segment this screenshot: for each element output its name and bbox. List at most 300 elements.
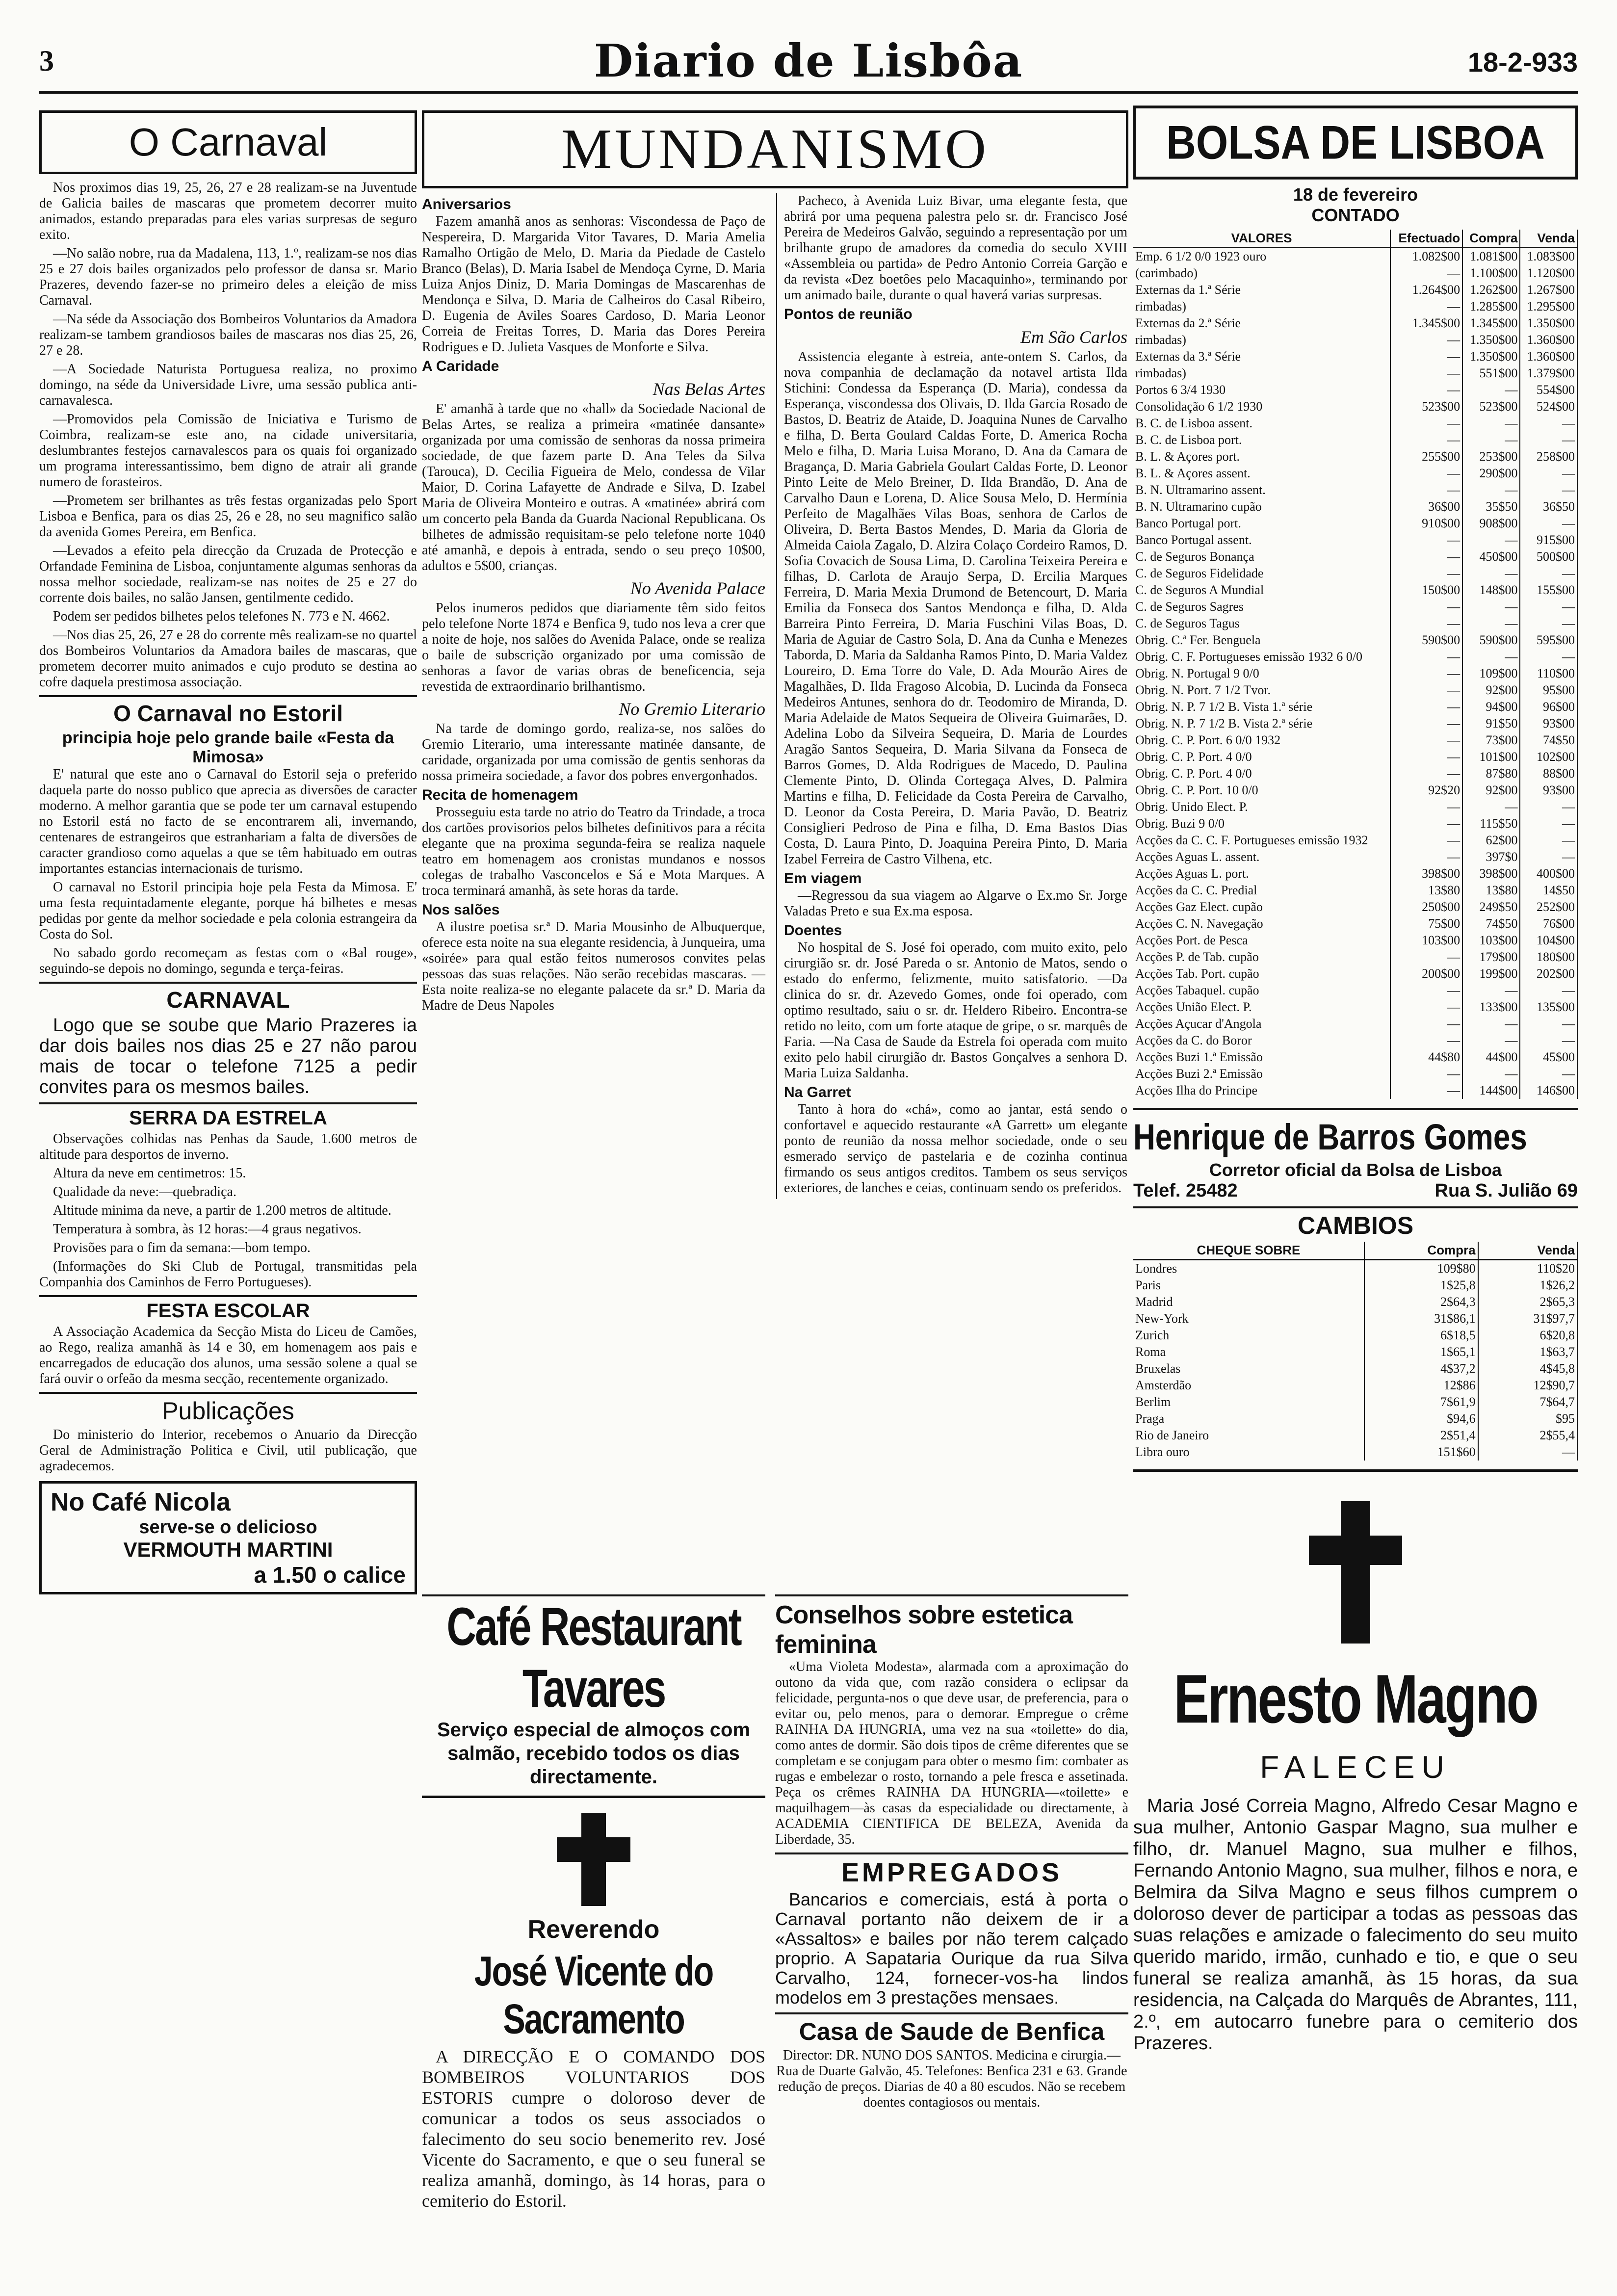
bolsa-row bbox=[1133, 832, 1577, 849]
bolsa-row bbox=[1133, 432, 1577, 448]
bolsa-cell: — bbox=[1520, 649, 1577, 665]
bolsa-cell: — bbox=[1390, 532, 1462, 548]
bolsa-cell: — bbox=[1462, 482, 1520, 498]
bolsa-cell: — bbox=[1390, 999, 1462, 1016]
bolsa-cell: 1.350$00 bbox=[1520, 315, 1577, 332]
bolsa-row bbox=[1133, 1066, 1577, 1082]
bolsa-cell: 96$00 bbox=[1520, 699, 1577, 715]
conselhos-block bbox=[775, 1594, 1128, 2113]
bolsa-title: BOLSA DE LISBOA bbox=[1133, 105, 1578, 180]
bolsa-cell: 76$00 bbox=[1520, 915, 1577, 932]
bolsa-cell: 253$00 bbox=[1462, 448, 1520, 465]
bolsa-cell: — bbox=[1390, 699, 1462, 715]
bolsa-cell: Obrig. C. P. Port. 4 0/0 bbox=[1133, 765, 1390, 782]
issue-date: 18-2-933 bbox=[1467, 47, 1578, 78]
bolsa-cell: 14$50 bbox=[1520, 882, 1577, 899]
bolsa-cell: C. de Seguros Tagus bbox=[1133, 615, 1390, 632]
bolsa-cell: Acções da C. C. F. Portugueses emissão 1932 bbox=[1133, 832, 1390, 849]
caridade-label: A Caridade bbox=[422, 358, 499, 374]
bolsa-cell: — bbox=[1390, 565, 1462, 582]
bolsa-cell: — bbox=[1390, 365, 1462, 382]
bolsa-cell: 93$00 bbox=[1520, 715, 1577, 732]
col-header: Compra bbox=[1462, 230, 1520, 248]
estoril-title: O Carnaval no Estoril bbox=[39, 695, 417, 727]
bolsa-cell: — bbox=[1390, 799, 1462, 815]
col-header: Efectuado bbox=[1390, 230, 1462, 248]
bolsa-cell: Acções Buzi 1.ª Emissão bbox=[1133, 1049, 1390, 1066]
bolsa-cell: Acções da C. do Boror bbox=[1133, 1032, 1390, 1049]
bolsa-cell: 1.083$00 bbox=[1520, 248, 1577, 265]
cambios-cell: 2$55,4 bbox=[1478, 1427, 1577, 1444]
column-mundanismo bbox=[422, 110, 1128, 1587]
bolsa-cell: Obrig. N. P. 7 1/2 B. Vista 2.ª série bbox=[1133, 715, 1390, 732]
bolsa-cell: — bbox=[1390, 732, 1462, 749]
doentes-text: No hospital de S. José foi operado, com muito exito, pelo cirurgião sr. dr. José Pareda o sr. Antonio de Matos, sendo o estado do enfermo, felizmente, muito satisfatorio. —Da clinica do sr. dr. Azevedo Gomes, onde foi operado, com optimo resultado, saiu o sr. dr. Heldero Ribeiro. Encontra-se retido no leito, com um forte ataque de gripe, o sr. marquês de Faria. —Na Casa de Saude da Estrela foi operada com muito exito pelo habil cirurgião dr. Bastos Gonçalves a senhora D. Maria Luiza Saldanha. bbox=[784, 940, 1127, 1081]
bolsa-cell: 155$00 bbox=[1520, 582, 1577, 599]
magno-faleceu: FALECEU bbox=[1260, 1749, 1451, 1785]
bolsa-cell: — bbox=[1390, 415, 1462, 432]
bolsa-cell: 88$00 bbox=[1520, 765, 1577, 782]
bolsa-row bbox=[1133, 982, 1577, 999]
serra-line: Temperatura à sombra, às 12 horas:—4 graus negativos. bbox=[53, 1222, 362, 1237]
belas-text: E' amanhã à tarde que no «hall» da Sociedade Nacional de Belas Artes, se realiza a primeira «matinée dansante» organizada por uma comissão de senhoras da nossa primeira sociedade, de que fazem parte D. Ana Teles da Silva (Tarouca), D. Cecilia Figueira de Melo, condessa de Vilar Maior, D. Corina Lafayette de Andrade e Silva, D. Izabel Maria de Oliveira Monteiro e outras. A «matinée» abrirá com um concerto pela Banda da Guarda Nacional Republicana. Os bilhetes de admissão requisitam-se pelo telefone norte 1040 até amanhã, e depois à entrada, sendo o seu preço 10$00, adultos e 5$00, crianças. bbox=[422, 401, 765, 574]
bolsa-row bbox=[1133, 532, 1577, 548]
conselhos-title: Conselhos sobre estetica feminina bbox=[775, 1601, 1072, 1659]
cambios-table bbox=[1133, 1242, 1578, 1461]
bolsa-cell: B. N. Ultramarino assent. bbox=[1133, 482, 1390, 498]
bolsa-cell: 1.120$00 bbox=[1520, 265, 1577, 282]
bolsa-cell: — bbox=[1390, 765, 1462, 782]
festa-title: FESTA ESCOLAR bbox=[39, 1295, 417, 1322]
bolsa-cell: 13$80 bbox=[1390, 882, 1462, 899]
bolsa-cell: 92$00 bbox=[1462, 682, 1520, 699]
cambios-cell: Bruxelas bbox=[1133, 1360, 1364, 1377]
bolsa-row bbox=[1133, 465, 1577, 482]
cambios-cell: 12$90,7 bbox=[1478, 1377, 1577, 1394]
bolsa-row bbox=[1133, 1049, 1577, 1066]
cambios-cell: 1$25,8 bbox=[1364, 1277, 1478, 1294]
estoril-subtitle: principia hoje pelo grande baile «Festa da Mimosa» bbox=[62, 729, 394, 766]
bolsa-cell: 148$00 bbox=[1462, 582, 1520, 599]
cambios-row bbox=[1133, 1377, 1577, 1394]
bolsa-cell: Obrig. N. P. 7 1/2 B. Vista 1.ª série bbox=[1133, 699, 1390, 715]
mundanismo-col-a bbox=[422, 193, 765, 1199]
bolsa-cell: 551$00 bbox=[1462, 365, 1520, 382]
bolsa-cell: 101$00 bbox=[1462, 749, 1520, 765]
magno-ad bbox=[1133, 1469, 1578, 2054]
viagem-text: —Regressou da sua viagem ao Algarve o Ex.mo Sr. Jorge Valadas Preto e sua Ex.ma esposa. bbox=[784, 888, 1127, 919]
serra-title: SERRA DA ESTRELA bbox=[39, 1102, 417, 1129]
bolsa-cell: — bbox=[1390, 265, 1462, 282]
bolsa-cell: 144$00 bbox=[1462, 1082, 1520, 1099]
cambios-cell: Paris bbox=[1133, 1277, 1364, 1294]
bolsa-cell: Obrig. C. P. Port. 10 0/0 bbox=[1133, 782, 1390, 799]
cambios-cell: 31$86,1 bbox=[1364, 1310, 1478, 1327]
bolsa-cell: 110$00 bbox=[1520, 665, 1577, 682]
bolsa-cell: 202$00 bbox=[1520, 965, 1577, 982]
bolsa-cell: C. de Seguros Fidelidade bbox=[1133, 565, 1390, 582]
bolsa-cell: — bbox=[1462, 1066, 1520, 1082]
bolsa-cell: Acções União Elect. P. bbox=[1133, 999, 1390, 1016]
mundanismo-col-b bbox=[776, 193, 1127, 1199]
cambios-row bbox=[1133, 1310, 1577, 1327]
bolsa-cell: 1.264$00 bbox=[1390, 282, 1462, 298]
masthead bbox=[39, 34, 1578, 98]
hbg-addr: Rua S. Julião 69 bbox=[1434, 1180, 1578, 1201]
bolsa-cell: 62$00 bbox=[1462, 832, 1520, 849]
hbg-sub: Corretor oficial da Bolsa de Lisboa bbox=[1209, 1160, 1502, 1180]
bolsa-row bbox=[1133, 815, 1577, 832]
belas-sub: Nas Belas Artes bbox=[652, 379, 765, 399]
cambios-cell: 7$61,9 bbox=[1364, 1394, 1478, 1410]
bolsa-cell: — bbox=[1390, 465, 1462, 482]
bolsa-cell: 1.350$00 bbox=[1462, 348, 1520, 365]
bolsa-cell: Obrig. C. F. Portugueses emissão 1932 6 0/0 bbox=[1133, 649, 1390, 665]
bolsa-cell: Emp. 6 1/2 0/0 1923 ouro bbox=[1133, 248, 1390, 265]
benfica-title: Casa de Saude de Benfica bbox=[775, 2012, 1128, 2046]
bolsa-cell: B. L. & Açores port. bbox=[1133, 448, 1390, 465]
bolsa-cell: — bbox=[1390, 665, 1462, 682]
bolsa-cell: 398$00 bbox=[1462, 865, 1520, 882]
bolsa-cell: 400$00 bbox=[1520, 865, 1577, 882]
cambios-row bbox=[1133, 1360, 1577, 1377]
bolsa-row bbox=[1133, 749, 1577, 765]
cambios-cell: Zurich bbox=[1133, 1327, 1364, 1344]
carnaval-paras bbox=[39, 180, 417, 690]
bolsa-cell: 92$00 bbox=[1462, 782, 1520, 799]
bolsa-row bbox=[1133, 732, 1577, 749]
bolsa-row bbox=[1133, 649, 1577, 665]
bolsa-cell: rimbadas) bbox=[1133, 332, 1390, 348]
bolsa-cell: — bbox=[1390, 832, 1462, 849]
bolsa-cell: 74$50 bbox=[1520, 732, 1577, 749]
bolsa-cell: 915$00 bbox=[1520, 532, 1577, 548]
bolsa-row bbox=[1133, 1082, 1577, 1099]
bolsa-cell: 104$00 bbox=[1520, 932, 1577, 949]
bolsa-row bbox=[1133, 715, 1577, 732]
bolsa-cell: — bbox=[1462, 799, 1520, 815]
cambios-cell: 1$65,1 bbox=[1364, 1344, 1478, 1360]
bolsa-cell: — bbox=[1390, 949, 1462, 965]
aniv-text: Fazem amanhã anos as senhoras: Viscondessa de Paço de Nespereira, D. Margarida Vitor Tavares, D. Maria Amelia Ramalho Ortigão de Melo, D. Maria da Piedade de Castelo Branco (Belas), D. Maria Isabel de Mendoça Cyrne, D. Maria Luiza Anjos Diniz, D. Maria Domingas de Mascarenhas de Mendonça e Silva, D. Maria de Calheiros do Casal Ribeiro, D. Eugenia de Aviles Soares Cardoso, D. Maria Leonor Correia de Freitas Torres, D. Maria das Dores Pereira Rodrigues e D. Julieta Vasques de Monforte e Silva. bbox=[422, 214, 765, 355]
tavares-ad bbox=[422, 1594, 765, 1789]
nicola-line: VERMOUTH MARTINI bbox=[123, 1538, 333, 1561]
nicola-line: serve-se o delicioso bbox=[139, 1517, 317, 1538]
hbg-ad bbox=[1133, 1108, 1578, 1201]
cambios-cell: 110$20 bbox=[1478, 1260, 1577, 1278]
bolsa-cell: — bbox=[1520, 465, 1577, 482]
bolsa-row bbox=[1133, 615, 1577, 632]
bolsa-cell: 590$00 bbox=[1390, 632, 1462, 649]
bolsa-row bbox=[1133, 699, 1577, 715]
bolsa-row bbox=[1133, 965, 1577, 982]
serra-line: Observações colhidas nas Penhas da Saude, 1.600 metros de altitude para desportos de inverno. bbox=[39, 1131, 417, 1162]
bolsa-cell: — bbox=[1520, 849, 1577, 865]
bolsa-row bbox=[1133, 582, 1577, 599]
hbg-title: Henrique de Barros Gomes bbox=[1133, 1117, 1527, 1158]
carnaval-para: —No salão nobre, rua da Madalena, 113, 1.º, realizam-se nos dias 25 e 27 dois bailes organizados pelo professor de dansa sr. Mario Prazeres, devendo fazer-se no primeiro deles a eleição de miss Carnaval. bbox=[39, 246, 417, 308]
bolsa-cell: 199$00 bbox=[1462, 965, 1520, 982]
bolsa-cell: C. de Seguros Sagres bbox=[1133, 599, 1390, 615]
bolsa-cell: — bbox=[1390, 1066, 1462, 1082]
bolsa-cell: 1.262$00 bbox=[1462, 282, 1520, 298]
tavares-title: Café Restaurant Tavares bbox=[446, 1596, 741, 1719]
reverendo-ad bbox=[422, 1796, 765, 2211]
bolsa-cell: — bbox=[1462, 432, 1520, 448]
bolsa-cell: 397$0 bbox=[1462, 849, 1520, 865]
benfica-text: Director: DR. NUNO DOS SANTOS. Medicina e cirurgia.—Rua de Duarte Galvão, 45. Telefones: Benfica 231 e 63. Grande redução de preços. Diarias de 40 a 80 escudos. Não se recebem doentes contagiosos ou mentais. bbox=[776, 2048, 1127, 2110]
bolsa-cell: Acções Tab. Port. cupão bbox=[1133, 965, 1390, 982]
cambios-row bbox=[1133, 1344, 1577, 1360]
bolsa-cell: C. de Seguros Bonança bbox=[1133, 548, 1390, 565]
cambios-row bbox=[1133, 1277, 1577, 1294]
nicola-ad bbox=[39, 1481, 417, 1594]
bolsa-cell: — bbox=[1390, 599, 1462, 615]
bolsa-cell: 255$00 bbox=[1390, 448, 1462, 465]
bolsa-cell: C. de Seguros A Mundial bbox=[1133, 582, 1390, 599]
carnaval-para: Nos proximos dias 19, 25, 26, 27 e 28 realizam-se na Juventude de Galicia bailes de mascaras que prometem decorrer muito animados, estando preparadas para eles varias surpresas de seguro exito. bbox=[39, 180, 417, 242]
nicola-title: No Café Nicola bbox=[51, 1488, 231, 1516]
bolsa-cell: — bbox=[1390, 482, 1462, 498]
bolsa-cell: rimbadas) bbox=[1133, 298, 1390, 315]
palace-sub: No Avenida Palace bbox=[630, 578, 765, 598]
cambios-cell: Londres bbox=[1133, 1260, 1364, 1278]
bolsa-cell: — bbox=[1390, 849, 1462, 865]
bolsa-cell: 135$00 bbox=[1520, 999, 1577, 1016]
cambios-cell: 151$60 bbox=[1364, 1444, 1478, 1461]
bolsa-cell: 258$00 bbox=[1520, 448, 1577, 465]
bolsa-cell: 45$00 bbox=[1520, 1049, 1577, 1066]
cambios-row bbox=[1133, 1444, 1577, 1461]
bolsa-row bbox=[1133, 315, 1577, 332]
col-header: VALORES bbox=[1133, 230, 1390, 248]
carnaval2-text: Logo que se soube que Mario Prazeres ia dar dois bailes nos dias 25 e 27 não parou mais de tocar o telefone 7125 a pedir convites para os mesmos bailes. bbox=[39, 1015, 417, 1097]
bolsa-cell: 1.360$00 bbox=[1520, 332, 1577, 348]
bolsa-cell: — bbox=[1390, 1032, 1462, 1049]
bolsa-cell: — bbox=[1390, 348, 1462, 365]
hbg-tel: Telef. 25482 bbox=[1133, 1180, 1238, 1201]
bolsa-row bbox=[1133, 248, 1577, 265]
bolsa-cell: Obrig. C. P. Port. 6 0/0 1932 bbox=[1133, 732, 1390, 749]
bolsa-cell: (carimbado) bbox=[1133, 265, 1390, 282]
bolsa-cell: — bbox=[1520, 1032, 1577, 1049]
bolsa-date: 18 de fevereiro bbox=[1293, 184, 1418, 205]
carnaval-para: —Nos dias 25, 26, 27 e 28 do corrente mês realizam-se no quartel dos Bombeiros Voluntarios da Amadora bailes de mascaras, que prometem decorrer muito animados e cujo produto se destina ao cofre daquela prestimosa associação. bbox=[39, 627, 417, 690]
bolsa-row bbox=[1133, 348, 1577, 365]
bolsa-cell: 103$00 bbox=[1462, 932, 1520, 949]
bolsa-row bbox=[1133, 1032, 1577, 1049]
bolsa-cell: 908$00 bbox=[1462, 515, 1520, 532]
bolsa-cell: 109$00 bbox=[1462, 665, 1520, 682]
page-number: 3 bbox=[39, 45, 54, 77]
cambios-cell: 12$86 bbox=[1364, 1377, 1478, 1394]
bolsa-row bbox=[1133, 949, 1577, 965]
bolsa-cell: — bbox=[1520, 615, 1577, 632]
cross-icon bbox=[1309, 1501, 1402, 1644]
carlos-text: Assistencia elegante à estreia, ante-ontem S. Carlos, da nova companhia de declamação da notavel artista Ilda Stichini: Condessa da Esperança (D. Maria), condessa da Esperança, viscondessa dos Olivais, D. Ilda Garcia Rosado de Bastos, D. Beatriz de Ataide, D. Joaquina Nunes de Carvalho e filha, D. Berta Goulard Caldas Forte, D. America Rocha Melo e filha, D. Maria Luisa Morano, D. Ana da Camara de Bragança, D. Maria Gabriela Goulart Caldas Forte, D. Leonor Pinto Leite de Melo Breiner, D. Ilda Brandão, D. Ana de Carvalho Daun e Lorena, D. Alice Sousa Melo, D. Hermínia Perfeito de Magalhães Vilas Boas, senhora de Carlos de Oliveira, D. Berta Bastos Mendes, D. Maria da Gloria de Almeida Caiola Zagalo, D. Alzira Colaço Cordeiro Ramos, D. Sofia Covacich de Sousa Lima, D. Carolina Teixeira Pereira e filhas, D. Carlota de Araujo Serpa, D. Ercilia Marques Ferreira, D. Maria Mexia Drumond de Betencourt, D. Maria Emilia da Fonseca dos Santos Mendonça e filha, D. Alda Barreira Pinto Ferreira, D. Maria Fuschini Vilas Boas, D. Maria de Aguiar de Castro Sola, D. Ana da Cunha e Menezes Taborda, D. Maria da Saldanha Ramos Pinto, D. Maria Valdez Loureiro, D. Ema Torre do Vale, D. Ada Mourão Aires de Magalhães, D. Ilda Fragoso Alcobia, D. Lucinda da Fonseca Medeiros Antunes, senhora do dr. Teodomiro de Miranda, D. Maria Adelaide de Matos Sequeira de Oliveira Guimarães, D. Adelina Lobo da Silveira Sequeira, D. Maria de Lourdes Aragão Santos Sequeira, D. Maria Silvana da Fonseca de Barros Gomes, D. Alda Rodrigues de Macedo, D. Paulina Clemente Pinto, D. Olinda Cortegaça Alves, D. Palmira Martins e filha, D. Felicidade da Costa Pereira de Carvalho, D. Leonor da Costa Pereira, D. Maria Pavão, D. Beatriz Consiglieri Pedroso de Pina e filha, D. Ema Bastos Dias Costa, D. Laura Pinto, D. Joaquina Pereira Pinto, D. Maria Izabel Ferreira de Castro Vilhena, etc. bbox=[784, 349, 1127, 867]
cambios-cell: 4$37,2 bbox=[1364, 1360, 1478, 1377]
bolsa-cell: Acções Buzi 2.ª Emissão bbox=[1133, 1066, 1390, 1082]
serra-line: Altitude minima da neve, a partir de 1.200 metros de altitude. bbox=[53, 1203, 391, 1218]
bolsa-cell: — bbox=[1520, 415, 1577, 432]
bolsa-cell: — bbox=[1462, 382, 1520, 398]
recita-text: Prosseguiu esta tarde no atrio do Teatro da Trindade, a troca dos cartões provisorios pelos bilhetes definitivos para a récita elegante que na proxima segunda-feira se realiza naquele teatro em homenagem aos cronistas mundanos e nossos colegas de trabalho Vasconcelos e Sá e Mota Marques. A troca terminará amanhã, às sete horas da tarde. bbox=[422, 805, 765, 898]
cambios-cell: Praga bbox=[1133, 1410, 1364, 1427]
bolsa-row bbox=[1133, 632, 1577, 649]
bolsa-cell: Portos 6 3/4 1930 bbox=[1133, 382, 1390, 398]
recita-label: Recita de homenagem bbox=[422, 787, 578, 803]
garrett-text: Tanto à hora do «chá», como ao jantar, está sendo o confortavel e aquecido restaurante «A Garrett» um elegante ponto de reunião da nossa melhor sociedade, onde o seu esmerado serviço de pastelaria e de cozinha continua firmando os seus antigos creditos. Tambem os seus serviços exteriores, de lanches e ceias, continuam sendo os preferidos. bbox=[784, 1102, 1127, 1196]
bolsa-row bbox=[1133, 999, 1577, 1016]
bolsa-cell: 35$50 bbox=[1462, 498, 1520, 515]
bolsa-row bbox=[1133, 282, 1577, 298]
bolsa-table bbox=[1133, 230, 1578, 1099]
bolsa-cell: B. C. de Lisboa port. bbox=[1133, 432, 1390, 448]
bolsa-row bbox=[1133, 799, 1577, 815]
bolsa-row bbox=[1133, 265, 1577, 282]
bolsa-cell: 102$00 bbox=[1520, 749, 1577, 765]
mundanismo-title: MUNDANISMO bbox=[422, 110, 1128, 188]
bolsa-cell: 523$00 bbox=[1462, 398, 1520, 415]
cambios-cell: 109$80 bbox=[1364, 1260, 1478, 1278]
nicola-line: a 1.50 o calice bbox=[254, 1562, 406, 1588]
cambios-cell: 1$63,7 bbox=[1478, 1344, 1577, 1360]
bolsa-row bbox=[1133, 365, 1577, 382]
bolsa-cell: 1.100$00 bbox=[1462, 265, 1520, 282]
bolsa-cell: 1.345$00 bbox=[1462, 315, 1520, 332]
bolsa-cell: — bbox=[1520, 832, 1577, 849]
bolsa-cell: 92$20 bbox=[1390, 782, 1462, 799]
estoril-para: E' natural que este ano o Carnaval do Estoril seja o preferido daquela parte do nosso publico que aprecia as diversões de caracter moderno. A melhor garantia que se pode ter um carnaval estupendo no Estoril está no facto de se encontrarem ali, invernando, centenares de estrangeiros que estranhariam a falta de diversões de caracter grandioso como aquelas a que se têm habituado em outras importantes estancias internacionais de turismo. bbox=[39, 767, 417, 876]
bolsa-cell: Consolidação 6 1/2 1930 bbox=[1133, 398, 1390, 415]
bolsa-contado: CONTADO bbox=[1311, 205, 1400, 225]
bolsa-cell: Obrig. C. P. Port. 4 0/0 bbox=[1133, 749, 1390, 765]
col-header: Compra bbox=[1364, 1242, 1478, 1260]
garrett-label: Na Garret bbox=[784, 1084, 851, 1100]
cambios-cell: 4$45,8 bbox=[1478, 1360, 1577, 1377]
bolsa-cell: Externas da 1.ª Série bbox=[1133, 282, 1390, 298]
bolsa-cell: 74$50 bbox=[1462, 915, 1520, 932]
masthead-rule bbox=[39, 91, 1578, 94]
cambios-cell: Libra ouro bbox=[1133, 1444, 1364, 1461]
bolsa-cell: 1.345$00 bbox=[1390, 315, 1462, 332]
cambios-row bbox=[1133, 1327, 1577, 1344]
bolsa-cell: 44$00 bbox=[1462, 1049, 1520, 1066]
palace-text: Pelos inumeros pedidos que diariamente têm sido feitos pelo telefone Norte 1874 e Benfica 9, tudo nos leva a crer que a noite de hoje, nos salões do Avenida Palace, onde se realiza o baile de subscrição organizado por uma comissão de senhoras a favor de varias obras de beneficencia, seja revestida de extraordinario brilhantismo. bbox=[422, 600, 765, 694]
bolsa-cell: 103$00 bbox=[1390, 932, 1462, 949]
bolsa-cell: 13$80 bbox=[1462, 882, 1520, 899]
bolsa-cell: B. C. de Lisboa assent. bbox=[1133, 415, 1390, 432]
gremio-sub: No Gremio Literario bbox=[619, 699, 765, 719]
bolsa-row bbox=[1133, 932, 1577, 949]
bolsa-cell: 44$80 bbox=[1390, 1049, 1462, 1066]
bolsa-row bbox=[1133, 515, 1577, 532]
bolsa-cell: 500$00 bbox=[1520, 548, 1577, 565]
bolsa-cell: — bbox=[1390, 298, 1462, 315]
bolsa-cell: — bbox=[1390, 649, 1462, 665]
bolsa-cell: — bbox=[1462, 982, 1520, 999]
bolsa-cell: Acções Port. de Pesca bbox=[1133, 932, 1390, 949]
cambios-cell: 2$64,3 bbox=[1364, 1294, 1478, 1310]
bolsa-cell: 910$00 bbox=[1390, 515, 1462, 532]
bolsa-cell: 91$50 bbox=[1462, 715, 1520, 732]
bolsa-cell: — bbox=[1390, 332, 1462, 348]
cambios-cell: Roma bbox=[1133, 1344, 1364, 1360]
bolsa-cell: — bbox=[1520, 565, 1577, 582]
bolsa-cell: Obrig. N. Port. 7 1/2 Tvor. bbox=[1133, 682, 1390, 699]
col-header: Venda bbox=[1520, 230, 1577, 248]
bolsa-cell: — bbox=[1520, 982, 1577, 999]
bolsa-cell: — bbox=[1462, 1016, 1520, 1032]
bolsa-cell: — bbox=[1462, 565, 1520, 582]
bolsa-cell: — bbox=[1390, 548, 1462, 565]
bolsa-cell: — bbox=[1462, 415, 1520, 432]
bolsa-cell: Externas da 2.ª Série bbox=[1133, 315, 1390, 332]
bolsa-cell: — bbox=[1390, 715, 1462, 732]
bolsa-row bbox=[1133, 599, 1577, 615]
serra-line: Qualidade da neve:—quebradiça. bbox=[53, 1184, 236, 1200]
carnaval-title: O Carnaval bbox=[39, 110, 417, 174]
carnaval-para: —Promovidos pela Comissão de Iniciativa e Turismo de Coimbra, realizam-se este ano, na cidade universitaria, deslumbrantes festejos carnavalescos para os quais foi organizado um programa interessantissimo, bem digno de atrair ali grande numero de forasteiros. bbox=[39, 412, 417, 490]
bolsa-cell: Acções Aguas L. port. bbox=[1133, 865, 1390, 882]
bolsa-cell: Acções C. N. Navegação bbox=[1133, 915, 1390, 932]
bolsa-cell: 252$00 bbox=[1520, 899, 1577, 915]
bolsa-row bbox=[1133, 448, 1577, 465]
bolsa-row bbox=[1133, 548, 1577, 565]
bolsa-cell: 95$00 bbox=[1520, 682, 1577, 699]
bolsa-cell: Acções Gaz Elect. cupão bbox=[1133, 899, 1390, 915]
viagem-label: Em viagem bbox=[784, 870, 862, 887]
doentes-label: Doentes bbox=[784, 922, 842, 939]
col-header: Venda bbox=[1478, 1242, 1577, 1260]
bolsa-cell: Acções da C. C. Predial bbox=[1133, 882, 1390, 899]
bolsa-cell: — bbox=[1520, 432, 1577, 448]
bolsa-cell: — bbox=[1462, 1032, 1520, 1049]
bolsa-cell: — bbox=[1520, 815, 1577, 832]
bolsa-row bbox=[1133, 1016, 1577, 1032]
bolsa-cell: — bbox=[1462, 615, 1520, 632]
cambios-row bbox=[1133, 1294, 1577, 1310]
bolsa-cell: 249$50 bbox=[1462, 899, 1520, 915]
cross-icon bbox=[557, 1813, 630, 1906]
bolsa-cell: — bbox=[1520, 1016, 1577, 1032]
bolsa-cell: 36$50 bbox=[1520, 498, 1577, 515]
bolsa-cell: — bbox=[1520, 599, 1577, 615]
bolsa-cell: — bbox=[1390, 432, 1462, 448]
carnaval-para: —Levados a efeito pela direcção da Cruzada de Protecção e Orfandade Feminina de Lisboa, conjuntamente algumas senhoras da nossa melhor sociedade, realizam-se nas noites de 25 e 27 do corrente dois bailes, no salão Jansen, gentilmente cedido. bbox=[39, 543, 417, 605]
mundanismo-body bbox=[422, 193, 1128, 1199]
reverendo-label: Reverendo bbox=[527, 1915, 660, 1944]
bolsa-row bbox=[1133, 849, 1577, 865]
carnaval-para: —A Sociedade Naturista Portuguesa realiza, no proximo domingo, na séde da Universidade Livre, uma sessão publica anti-carnavalesca. bbox=[39, 362, 417, 408]
pub-title: Publicações bbox=[39, 1392, 417, 1425]
saloes-text: A ilustre poetisa sr.ª D. Maria Mousinho de Albuquerque, oferece esta noite na sua elegante residencia, à Junqueira, uma «soirée» para qual estão feitos numerosos convites pelas pessoas das suas relações. Não serão recebidas mascaras. —Esta noite realiza-se no elegante palacete da sr.ª D. Maria da Madre de Deus Napoles bbox=[422, 919, 765, 1013]
bolsa-cell: Obrig. Unido Elect. P. bbox=[1133, 799, 1390, 815]
festa-text: A Associação Academica da Secção Mista do Liceu de Camões, ao Rego, realiza amanhã às 14 e 30, em homenagem aos pais e encarregados de educação dos alunos, uma sessão solene a qual se fará ouvir o orfeão da mesma secção, recentemente organizado. bbox=[39, 1324, 417, 1386]
bolsa-row bbox=[1133, 482, 1577, 498]
cambios-cell: $95 bbox=[1478, 1410, 1577, 1427]
cambios-cell: 6$18,5 bbox=[1364, 1327, 1478, 1344]
conselhos-ad bbox=[775, 1594, 1128, 1848]
bolsa-cell: — bbox=[1520, 482, 1577, 498]
bolsa-row bbox=[1133, 915, 1577, 932]
magno-text: Maria José Correia Magno, Alfredo Cesar Magno e sua mulher, Antonio Gaspar Magno, sua mulher e filho, dr. Manuel Magno, sua mulher e filhos, Fernando Antonio Magno, sua mulher, filhos e nora, e Belmira da Silva Magno e seus filhos cumprem o doloroso dever de participar a todas as pessoas das suas relações e amizade o falecimento do seu muito querido marido, irmão, cunhado e tio, e que o seu funeral se realiza amanhã, às 15 horas, da sua residencia, na Calçada do Marquês de Abrantes, 111, 2.º, em autocarro funebre para o cemiterio dos Prazeres. bbox=[1133, 1796, 1578, 2054]
bolsa-cell: Banco Portugal assent. bbox=[1133, 532, 1390, 548]
bolsa-row bbox=[1133, 398, 1577, 415]
carnaval2-title: CARNAVAL bbox=[39, 982, 417, 1013]
bolsa-cell: 250$00 bbox=[1390, 899, 1462, 915]
bolsa-cell: 1.379$00 bbox=[1520, 365, 1577, 382]
